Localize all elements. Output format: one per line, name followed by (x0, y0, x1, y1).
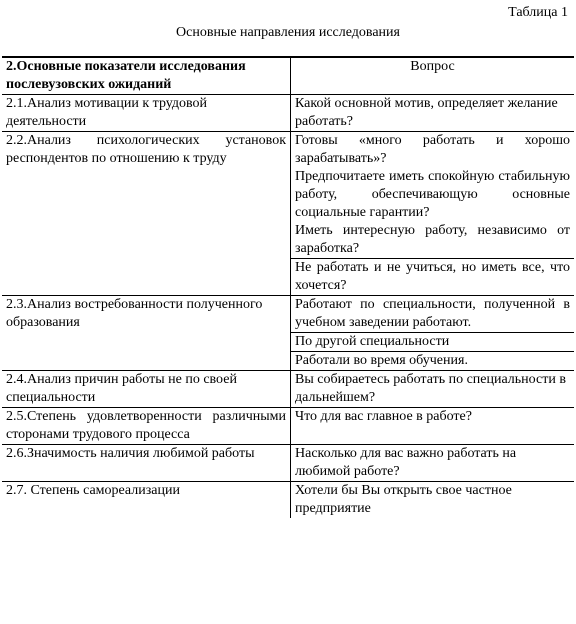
question-cell: Готовы «много работать и хорошо зарабатывать»? (291, 132, 575, 169)
indicator-cell: 2.6.Значимость наличия любимой работы (2, 445, 291, 482)
column-header-indicator: 2.Основные показатели исследования послевузовских ожиданий (2, 57, 291, 95)
table-row (2, 445, 574, 482)
question-cell: Какой основной мотив, определяет желание работать? (291, 95, 575, 132)
question-cell: Иметь интересную работу, независимо от заработка? (291, 222, 575, 259)
question-cell: Работали во время обучения. (291, 352, 575, 371)
table-row (2, 296, 574, 333)
indicator-cell: 2.7. Степень самореализации (2, 482, 291, 519)
indicator-cell: 2.2.Анализ психологических установок респондентов по отношению к труду (2, 132, 291, 259)
question-cell: Насколько для вас важно работать на любимой работе? (291, 445, 575, 482)
indicator-cell-empty (2, 259, 291, 296)
question-cell: Не работать и не учиться, но иметь все, что хочется? (291, 259, 575, 296)
table-row (2, 132, 574, 169)
table-row (2, 482, 574, 519)
research-table (2, 56, 574, 518)
table-number: Таблица 1 (508, 5, 568, 20)
indicator-cell: 2.3.Анализ востребованности полученного образования (2, 296, 291, 371)
question-cell: Хотели бы Вы открыть свое частное предприятие (291, 482, 575, 519)
indicator-cell: 2.1.Анализ мотивации к трудовой деятельности (2, 95, 291, 132)
table-header-row (2, 57, 574, 95)
question-cell: Вы собираетесь работать по специальности в дальнейшем? (291, 371, 575, 408)
column-header-question: Вопрос (291, 57, 575, 95)
table-row (2, 408, 574, 445)
indicator-cell: 2.5.Степень удовлетворенности различными сторонами трудового процесса (2, 408, 291, 445)
table-row (2, 259, 574, 296)
question-cell: Что для вас главное в работе? (291, 408, 575, 445)
table-title: Основные направления исследования (176, 25, 400, 40)
question-cell: Работают по специальности, полученной в учебном заведении работают. (291, 296, 575, 333)
question-cell: Предпочитаете иметь спокойную стабильную работу, обеспечивающую основные социальные гарантии? (291, 168, 575, 222)
table-row (2, 95, 574, 132)
table-row (2, 371, 574, 408)
indicator-cell: 2.4.Анализ причин работы не по своей специальности (2, 371, 291, 408)
question-cell: По другой специальности (291, 333, 575, 352)
